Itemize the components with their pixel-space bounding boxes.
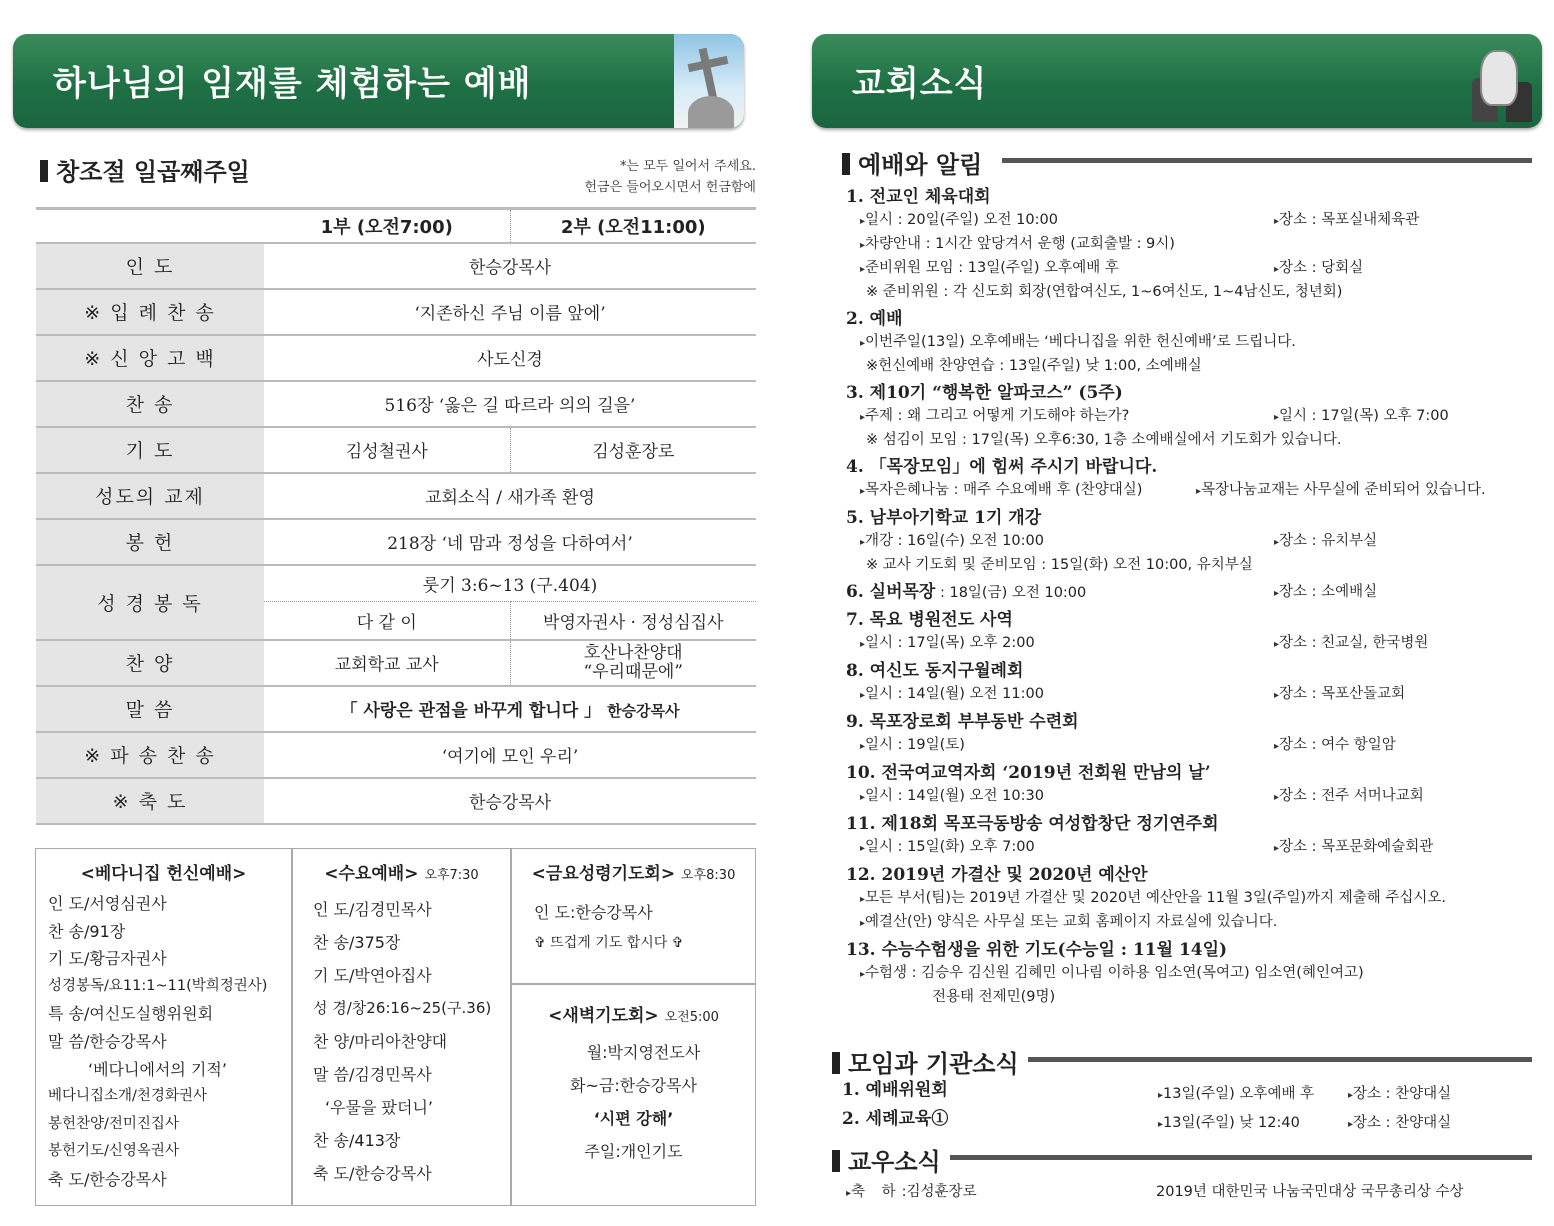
worship-banner-title: 하나님의 임재를 체험하는 예배	[53, 64, 532, 104]
section-meetings: 모임과 기관소식	[832, 1044, 1532, 1079]
service-1-header: 1부 (오전7:00)	[264, 209, 510, 243]
list-item: 기 도/황금자권사	[48, 949, 167, 969]
list-item: 찬 송/91장	[48, 921, 126, 941]
list-item: 말 씀/김경민목사	[313, 1065, 432, 1084]
row-sending-hymn	[36, 732, 756, 778]
bethany-service-box	[35, 848, 292, 1206]
news-item-detail: ▸준비위원 모임 : 13일(주일) 오후예배 후 ▸장소 : 당회실	[860, 260, 1364, 276]
list-item: 인 도:한승강목사	[534, 903, 653, 922]
news-item-title: 8. 여신도 동지구월례회	[846, 661, 1024, 681]
row-label: 찬 양	[36, 640, 264, 686]
congrats-text: 2019년 대한민국 나눔국민대상 국무총리상 수상	[1156, 1184, 1464, 1200]
row-value: 룻기 3:6~13 (구.404)	[264, 565, 756, 602]
news-item-title: 13. 수능수험생을 위한 기도(수능일 : 11월 14일)	[846, 940, 1228, 960]
row-value-2: 김성훈장로	[510, 427, 756, 473]
row-label: ※ 신 앙 고 백	[36, 335, 264, 381]
worship-banner	[13, 34, 744, 128]
row-offering	[36, 519, 756, 565]
news-item-detail: ▸주제 : 왜 그리고 어떻게 기도해야 하는가? ▸일시 : 17일(목) 오후 7:00	[860, 408, 1449, 424]
row-value: ‘여기에 모인 우리’	[264, 732, 756, 778]
congrats-item: ▸축 하:김성훈장로 2019년 대한민국 나눔국민대상 국무총리상 수상	[846, 1180, 1536, 1201]
news-item-title: 3. 제10기 “행복한 알파코스” (5주)	[846, 383, 1123, 403]
row-label: ※ 입 례 찬 송	[36, 289, 264, 335]
news-item-title: 1. 전교인 체육대회	[846, 187, 991, 207]
news-item-detail: ▸개강 : 16일(수) 오전 10:00 ▸장소 : 유치부실	[860, 533, 1378, 549]
row-entrance-hymn	[36, 289, 756, 335]
section-rule	[1028, 1057, 1532, 1062]
cross-dome-image	[674, 34, 744, 128]
news-item-detail: ▸차량안내 : 1시간 앞당겨서 운행 (교회출발 : 9시)	[860, 236, 1175, 252]
list-item: 봉헌기도/신영옥권사	[48, 1143, 179, 1160]
list-item: 월:박지영전도사	[586, 1043, 701, 1062]
news-item-title: 7. 목요 병원전도 사역	[846, 610, 1013, 630]
box-title: <수요예배> 오후7:30	[324, 864, 479, 884]
news-item-title: 11. 제18회 목포극동방송 여성합창단 정기연주회	[846, 814, 1219, 834]
news-item-detail: ※ 교사 기도회 및 준비모임 : 15일(화) 오전 10:00, 유치부실	[866, 557, 1253, 573]
list-item: 기 도/박연아집사	[313, 966, 432, 985]
congrats-label: 축 하	[851, 1184, 902, 1200]
row-value-2: 박영자권사 · 정성심집사	[510, 602, 756, 640]
box-title: <금요성령기도회> 오후8:30	[531, 864, 736, 884]
news-item-detail: ▸일시 : 15일(화) 오후 7:00 ▸장소 : 목포문화예술회관	[860, 839, 1434, 855]
news-item-title: 5. 남부아기학교 1기 개강	[846, 508, 1042, 528]
list-item: 성경봉독/요11:1~11(박희정권사)	[48, 977, 268, 994]
row-value-1: 다 같 이	[264, 602, 510, 640]
order-of-service	[36, 207, 756, 825]
news-item-detail: ※ 준비위원 : 각 신도회 회장(연합여신도, 1~6여신도, 1~4남신도, 청년회)	[866, 284, 1343, 300]
list-item: 찬 양/마리아찬양대	[313, 1032, 448, 1051]
list-item: 성 경/창26:16~25(구.36)	[313, 999, 492, 1017]
heading-bar-icon	[40, 160, 48, 182]
row-label: 기 도	[36, 427, 264, 473]
box-time: 오후7:30	[424, 868, 479, 883]
row-label: ※ 축 도	[36, 778, 264, 824]
row-hymn	[36, 381, 756, 427]
sermon-preacher: 한승강목사	[607, 702, 680, 720]
row-scripture	[36, 565, 756, 602]
box-title: <베다니집 헌신예배>	[80, 864, 247, 884]
choir-song: “우리때문에”	[583, 661, 683, 682]
box-title: <새벽기도회> 오전5:00	[548, 1006, 719, 1026]
news-item-title: 2. 예배	[846, 309, 903, 329]
section-rule	[950, 1155, 1532, 1160]
row-anthem	[36, 640, 756, 686]
list-item: 베다니집소개/천경화권사	[48, 1088, 207, 1105]
offering-note: 헌금은 들어오시면서 헌금함에	[584, 180, 756, 195]
news-item-detail: ※헌신예배 찬양연습 : 13일(주일) 낮 1:00, 소예배실	[866, 358, 1202, 374]
list-item: 1. 예배위원회 ▸13일(주일) 오후예배 후 ▸장소 : 찬양대실	[842, 1080, 1452, 1102]
row-creed	[36, 335, 756, 381]
row-leader	[36, 243, 756, 289]
choir-name: 호산나찬양대	[583, 642, 683, 663]
row-benediction	[36, 778, 756, 824]
row-value: 사도신경	[264, 335, 756, 381]
row-value: 교회소식 / 새가족 환영	[264, 473, 756, 519]
row-value: ‘지존하신 주님 이름 앞에’	[264, 289, 756, 335]
list-item: ‘시편 강해’	[593, 1109, 674, 1128]
news-item-detail: ▸모든 부서(팀)는 2019년 가결산 및 2020년 예산안을 11월 3일(주일)까지 제출해 주십시오.	[860, 890, 1447, 906]
row-value	[264, 686, 756, 732]
row-sermon	[36, 686, 756, 732]
worship-heading: 창조절 일곱째주일	[40, 152, 250, 187]
wednesday-service-box	[292, 848, 511, 1206]
row-label: ※ 파 송 찬 송	[36, 732, 264, 778]
heading-bar-icon	[832, 1052, 840, 1074]
meetings-list	[842, 1078, 1532, 1136]
news-list	[846, 182, 1536, 1009]
list-item: 주일:개인기도	[584, 1142, 683, 1161]
news-item-detail: ▸일시 : 17일(목) 오후 2:00 ▸장소 : 친교실, 한국병원	[860, 635, 1429, 651]
row-label: 찬 송	[36, 381, 264, 427]
news-banner-title: 교회소식	[852, 64, 988, 104]
row-value: 한승강목사	[264, 778, 756, 824]
row-prayer	[36, 427, 756, 473]
heading-bar-icon	[842, 153, 850, 175]
list-item: ✞ 뜨겁게 기도 합시다 ✞	[534, 935, 684, 951]
section-worship-notices: 예배와 알림	[842, 145, 1532, 180]
news-item-detail: ▸이번주일(13일) 오후예배는 ‘베다니집을 위한 헌신예배’로 드립니다.	[860, 334, 1296, 350]
news-item-title: 12. 2019년 가결산 및 2020년 예산안	[846, 865, 1148, 885]
row-value-1: 교회학교 교사	[264, 640, 510, 686]
news-item-detail: ▸일시 : 20일(주일) 오전 10:00 ▸장소 : 목포실내체육관	[860, 212, 1420, 228]
standing-note: *는 모두 일어서 주세요.	[619, 159, 756, 174]
service-2-header: 2부 (오전11:00)	[510, 209, 756, 243]
news-item-detail: ▸일시 : 19일(토) ▸장소 : 여수 항일암	[860, 737, 1396, 753]
list-item: 봉헌찬양/전미진집사	[48, 1115, 179, 1132]
row-value-2	[510, 640, 756, 686]
list-item: 2. 세례교육① ▸13일(주일) 낮 12:40 ▸장소 : 찬양대실	[842, 1109, 1452, 1131]
row-value: 한승강목사	[264, 243, 756, 289]
row-label: 성 경 봉 독	[36, 565, 264, 640]
news-banner	[812, 34, 1542, 128]
news-item-detail: ▸목자은혜나눔 : 매주 수요예배 후 (찬양대실) ▸목장나눔교재는 사무실에 준비되어 있습니다.	[860, 482, 1486, 498]
row-label: 인 도	[36, 243, 264, 289]
news-item-title: 9. 목포장로회 부부동반 수련회	[846, 712, 1079, 732]
row-value-1: 김성철권사	[264, 427, 510, 473]
row-value: 516장 ‘옳은 길 따르라 의의 길을’	[264, 381, 756, 427]
list-item: ‘우물을 팠더니’	[325, 1098, 433, 1117]
row-label: 성도의 교제	[36, 473, 264, 519]
section-member-news: 교우소식	[832, 1142, 1532, 1177]
list-item: ‘베다니에서의 기적’	[88, 1059, 227, 1079]
congrats-name: :김성훈장로	[901, 1184, 977, 1200]
list-item: 화~금:한승강목사	[570, 1076, 697, 1095]
list-item: 인 도/서영심권사	[48, 894, 167, 913]
list-item: 찬 송/375장	[313, 933, 401, 952]
row-label: 봉 헌	[36, 519, 264, 565]
row-label: 말 씀	[36, 686, 264, 732]
worship-notes	[520, 156, 756, 198]
news-item-title: 6. 실버목장 : 18일(금) 오전 10:00 ▸장소 : 소예배실	[846, 582, 1378, 602]
dawn-prayer-box	[511, 984, 756, 1206]
news-item-detail: ※ 섬김이 모임 : 17일(목) 오후6:30, 1층 소예배실에서 기도회가 있습니다.	[866, 432, 1342, 448]
box-time: 오후8:30	[681, 868, 736, 883]
list-item: 인 도/김경민목사	[313, 900, 432, 919]
box-time: 오전5:00	[664, 1010, 719, 1025]
list-item: 찬 송/413장	[313, 1131, 401, 1150]
news-item-detail: ▸예결산(안) 양식은 사무실 또는 교회 홈페이지 자료실에 있습니다.	[860, 914, 1278, 930]
praying-hands-image	[1466, 38, 1536, 124]
friday-prayer-box	[511, 848, 756, 984]
news-item-detail: ▸일시 : 14일(월) 오전 10:30 ▸장소 : 전주 서머나교회	[860, 788, 1424, 804]
list-item: 말 씀/한승강목사	[48, 1031, 167, 1051]
list-item: 축 도/한승강목사	[313, 1164, 432, 1183]
list-item: 특 송/여신도실행위원회	[48, 1004, 214, 1024]
news-item-title: 10. 전국여교역자회 ‘2019년 전회원 만남의 날’	[846, 763, 1211, 783]
sermon-title: 「 사랑은 관점을 바꾸게 합니다 」	[340, 701, 602, 721]
section-rule	[1002, 158, 1532, 163]
news-item-detail: ▸일시 : 14일(월) 오전 11:00 ▸장소 : 목포산돌교회	[860, 686, 1406, 702]
news-item-title: 4. 「목장모임」에 힘써 주시기 바랍니다.	[846, 457, 1158, 477]
list-item: 축 도/한승강목사	[48, 1169, 167, 1189]
news-item-detail: 전용태 전제민(9명)	[932, 989, 1056, 1005]
heading-bar-icon	[832, 1150, 840, 1172]
row-fellowship	[36, 473, 756, 519]
row-value: 218장 ‘네 맘과 정성을 다하여서’	[264, 519, 756, 565]
news-item-detail: ▸수험생 : 김승우 김신원 김혜민 이나림 이하용 임소연(목여고) 임소연(혜인여고)	[860, 965, 1364, 981]
